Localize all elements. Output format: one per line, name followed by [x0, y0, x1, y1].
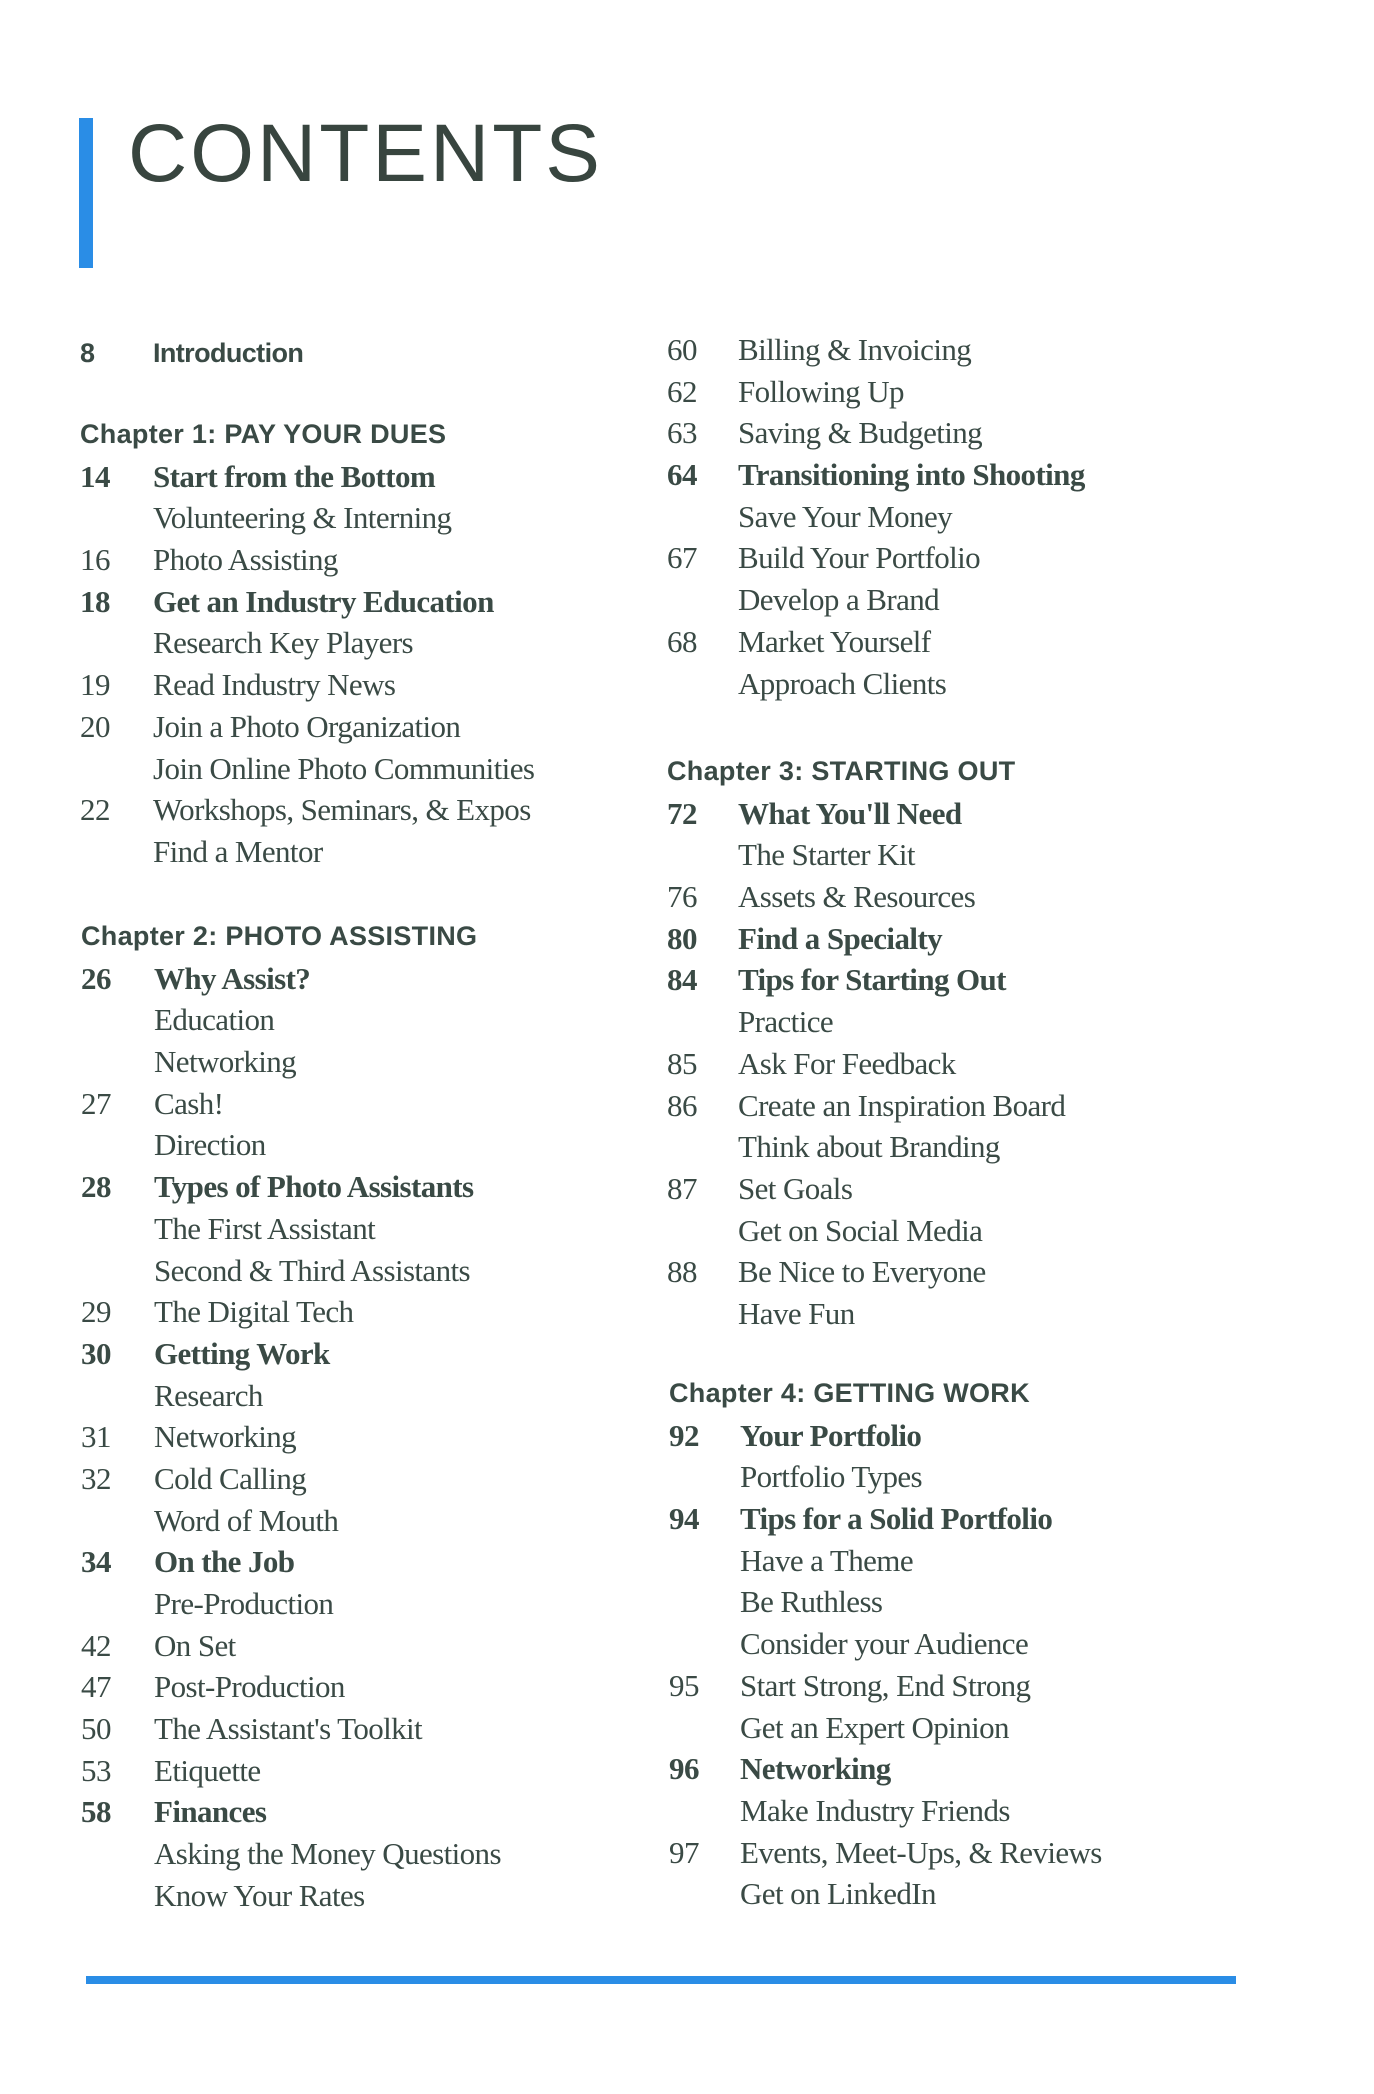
entry-title: Billing & Invoicing [738, 332, 972, 367]
page-number: 16 [80, 542, 110, 578]
toc-subentry[interactable] [81, 1875, 477, 1917]
page-number: 34 [81, 1544, 111, 1580]
entry-title: Etiquette [154, 1752, 261, 1788]
entry-title: Why Assist? [154, 960, 311, 996]
entry-title: Be Nice to Everyone [738, 1254, 986, 1290]
page-number: 68 [667, 623, 697, 659]
toc-section-entry[interactable] [667, 793, 1015, 835]
toc-subentry[interactable] [669, 1665, 1030, 1707]
page-number: 84 [667, 962, 697, 998]
page-number: 28 [81, 1169, 111, 1205]
chapter-4-section [669, 1373, 1102, 1915]
toc-section-entry[interactable] [81, 1333, 477, 1375]
page-number: 22 [80, 792, 110, 828]
toc-subentry[interactable] [81, 1833, 501, 1875]
chapter-3-section [667, 751, 1066, 1335]
entry-title: Following Up [738, 373, 904, 409]
page-number: 96 [669, 1751, 699, 1787]
entry-title: Networking [154, 1044, 297, 1080]
page-number: 42 [81, 1627, 111, 1663]
toc-subentry[interactable] [81, 1750, 477, 1792]
entry-title: Saving & Budgeting [738, 415, 983, 451]
entry-title: The Starter Kit [738, 837, 915, 873]
toc-subentry[interactable] [669, 1832, 1102, 1874]
page-number: 31 [81, 1419, 111, 1455]
page-number: 50 [81, 1711, 111, 1747]
toc-subentry[interactable] [667, 1210, 1015, 1252]
page-number: 85 [667, 1045, 697, 1081]
entry-title: Types of Photo Assistants [154, 1169, 474, 1205]
chapter-heading[interactable]: Chapter 4: GETTING WORK [669, 1378, 1030, 1408]
entry-title: The Digital Tech [154, 1294, 354, 1330]
title-accent-bar [79, 118, 93, 268]
entry-title: Start Strong, End Strong [740, 1667, 1031, 1703]
page-number: 60 [667, 332, 697, 367]
entry-title: Consider your Audience [740, 1626, 1029, 1662]
page-number: 97 [669, 1834, 699, 1870]
entry-title: Make Industry Friends [740, 1792, 1010, 1828]
toc-section-entry[interactable] [80, 581, 494, 623]
page-number: 32 [81, 1460, 111, 1496]
toc-subentry[interactable] [669, 1581, 1030, 1623]
entry-title: Your Portfolio [740, 1417, 922, 1453]
page-number: 95 [669, 1667, 699, 1703]
entry-title: Find a Mentor [153, 833, 323, 869]
page-number: 18 [80, 583, 110, 619]
page-number: 67 [667, 540, 697, 576]
page-number: 26 [81, 960, 111, 996]
toc-section-entry[interactable] [667, 918, 1015, 960]
entry-title: Get an Industry Education [153, 583, 494, 619]
entry-title: Workshops, Seminars, & Expos [153, 792, 531, 828]
entry-title: Research Key Players [153, 625, 414, 661]
entry-title: Think about Branding [738, 1129, 1000, 1165]
entry-title: On Set [154, 1627, 236, 1663]
entry-title: Join Online Photo Communities [153, 750, 535, 786]
page-number: 8 [80, 338, 95, 368]
page-number: 20 [80, 708, 110, 744]
page-number: 29 [81, 1294, 111, 1330]
toc-section-entry[interactable] [667, 959, 1015, 1001]
chapter-heading[interactable]: Chapter 2: PHOTO ASSISTING [81, 921, 478, 951]
entry-title: Tips for a Solid Portfolio [740, 1501, 1053, 1537]
entry-title: Know Your Rates [154, 1877, 365, 1913]
page-number: 92 [669, 1417, 699, 1453]
page-number: 87 [667, 1170, 697, 1206]
page-number: 62 [667, 373, 697, 409]
toc-subentry[interactable] [667, 1251, 1015, 1293]
toc-subentry[interactable] [667, 1293, 1015, 1335]
toc-subentry[interactable] [80, 664, 446, 706]
entry-title: Second & Third Assistants [154, 1252, 470, 1288]
toc-subentry[interactable] [81, 1208, 477, 1250]
entry-title: Join a Photo Organization [153, 708, 461, 744]
toc-subentry[interactable] [667, 834, 1015, 876]
toc-subentry[interactable] [81, 1708, 477, 1750]
toc-subentry[interactable] [669, 1873, 1030, 1915]
page-number: 58 [81, 1794, 111, 1830]
toc-subentry[interactable] [81, 1291, 477, 1333]
entry-title: The First Assistant [154, 1210, 376, 1246]
toc-subentry[interactable] [80, 622, 446, 664]
page-number: 88 [667, 1254, 697, 1290]
entry-title: Practice [738, 1004, 834, 1040]
bottom-rule [86, 1976, 1236, 1984]
entry-title: Get on Social Media [738, 1212, 983, 1248]
toc-subentry[interactable] [80, 789, 531, 831]
toc-subentry[interactable] [669, 1623, 1030, 1665]
toc-subentry[interactable] [667, 876, 1015, 918]
entry-title: Word of Mouth [154, 1502, 339, 1538]
entry-title: Post-Production [154, 1669, 345, 1705]
entry-title: Assets & Resources [738, 879, 976, 915]
entry-title: Build Your Portfolio [738, 540, 981, 576]
toc-subentry[interactable] [81, 1458, 477, 1500]
toc-subentry[interactable] [81, 1124, 477, 1166]
entry-title: Cash! [154, 1085, 224, 1121]
entry-title: Networking [740, 1751, 891, 1787]
entry-title: Pre-Production [154, 1586, 334, 1621]
entry-title: Finances [154, 1794, 267, 1830]
toc-subentry[interactable] [667, 1085, 1066, 1127]
page-number: 30 [81, 1335, 111, 1371]
entry-title: Get an Expert Opinion [740, 1709, 1009, 1745]
entry-title: Networking [154, 1419, 297, 1455]
entry-title: Read Industry News [153, 667, 396, 703]
page-number: 27 [81, 1085, 111, 1121]
toc-subentry[interactable] [81, 1583, 477, 1625]
entry-title: Save Your Money [738, 498, 953, 534]
entry-title: Set Goals [738, 1170, 853, 1206]
entry-title: Get on LinkedIn [740, 1876, 936, 1912]
entry-title: Market Yourself [738, 623, 931, 659]
entry-title: Find a Specialty [738, 920, 942, 956]
entry-title: Develop a Brand [738, 582, 940, 618]
toc-section-entry[interactable] [669, 1498, 1053, 1540]
toc-subentry[interactable] [667, 1001, 1015, 1043]
toc-subentry[interactable] [81, 1666, 477, 1708]
toc-section-entry[interactable] [669, 1748, 1030, 1790]
chapter-heading[interactable]: Chapter 3: STARTING OUT [667, 756, 1016, 786]
toc-subentry[interactable] [81, 1041, 477, 1083]
toc-subentry[interactable] [667, 1168, 1015, 1210]
entry-title: Asking the Money Questions [154, 1836, 501, 1872]
page-number: 19 [80, 667, 110, 703]
entry-title: The Assistant's Toolkit [154, 1711, 423, 1747]
chapter-2-section [81, 916, 501, 1917]
entry-title: Transitioning into Shooting [738, 457, 1085, 493]
entry-title: On the Job [154, 1544, 295, 1580]
toc-subentry[interactable] [80, 539, 446, 581]
entry-title: Create an Inspiration Board [738, 1087, 1066, 1123]
entry-title: Direction [154, 1127, 266, 1163]
toc-subentry[interactable] [80, 831, 446, 873]
toc-subentry[interactable] [669, 1456, 1030, 1498]
toc-subentry[interactable] [81, 1416, 477, 1458]
toc-subentry[interactable] [81, 999, 477, 1041]
entry-title: Approach Clients [738, 665, 947, 701]
entry-title: Introduction [153, 338, 304, 368]
entry-title: Education [154, 1002, 275, 1038]
page-number: 64 [667, 457, 697, 493]
page-number: 94 [669, 1501, 699, 1537]
entry-title: Photo Assisting [153, 542, 338, 578]
toc-subentry[interactable] [81, 1375, 477, 1417]
entry-title: Start from the Bottom [153, 458, 436, 494]
entry-title: Events, Meet-Ups, & Reviews [740, 1834, 1102, 1870]
toc-section-entry[interactable] [81, 958, 477, 1000]
entry-title: Volunteering & Interning [153, 500, 452, 536]
page-number: 80 [667, 920, 697, 956]
toc-subentry[interactable] [669, 1790, 1030, 1832]
toc-subentry[interactable] [667, 1043, 1015, 1085]
toc-section-entry[interactable] [669, 1415, 1030, 1457]
entry-title: Have Fun [738, 1295, 855, 1331]
entry-title: Ask For Feedback [738, 1045, 956, 1081]
chapter-heading[interactable]: Chapter 1: PAY YOUR DUES [80, 419, 447, 449]
page-number: 47 [81, 1669, 111, 1705]
entry-title: Cold Calling [154, 1460, 307, 1496]
entry-title: Tips for Starting Out [738, 962, 1006, 998]
entry-title: Be Ruthless [740, 1584, 883, 1620]
entry-title: Research [154, 1377, 263, 1413]
entry-title: What You'll Need [738, 795, 962, 831]
toc-subentry[interactable] [80, 748, 535, 790]
toc-subentry[interactable] [81, 1500, 477, 1542]
page-number: 76 [667, 879, 697, 915]
entry-title: Have a Theme [740, 1542, 913, 1578]
toc-section-entry[interactable] [81, 1166, 477, 1208]
page-number: 53 [81, 1752, 111, 1788]
toc-subentry[interactable] [81, 1625, 477, 1667]
toc-subentry[interactable] [669, 1540, 1030, 1582]
chapter-1-section [80, 414, 535, 873]
toc-subentry[interactable] [81, 1250, 477, 1292]
toc-section-entry[interactable] [81, 1791, 477, 1833]
entry-title: Getting Work [154, 1335, 330, 1371]
toc-subentry[interactable] [669, 1707, 1030, 1749]
toc-subentry[interactable] [80, 706, 461, 748]
toc-subentry[interactable] [81, 1083, 477, 1125]
toc-subentry[interactable] [667, 1126, 1015, 1168]
toc-subentry[interactable] [80, 497, 452, 539]
page-number: 63 [667, 415, 697, 451]
page-title: CONTENTS [128, 108, 603, 199]
toc-section-entry[interactable] [80, 456, 446, 498]
page-number: 14 [80, 458, 110, 494]
page-number: 72 [667, 795, 697, 831]
page-number: 86 [667, 1087, 697, 1123]
toc-section-entry[interactable] [81, 1541, 477, 1583]
entry-title: Portfolio Types [740, 1459, 923, 1495]
